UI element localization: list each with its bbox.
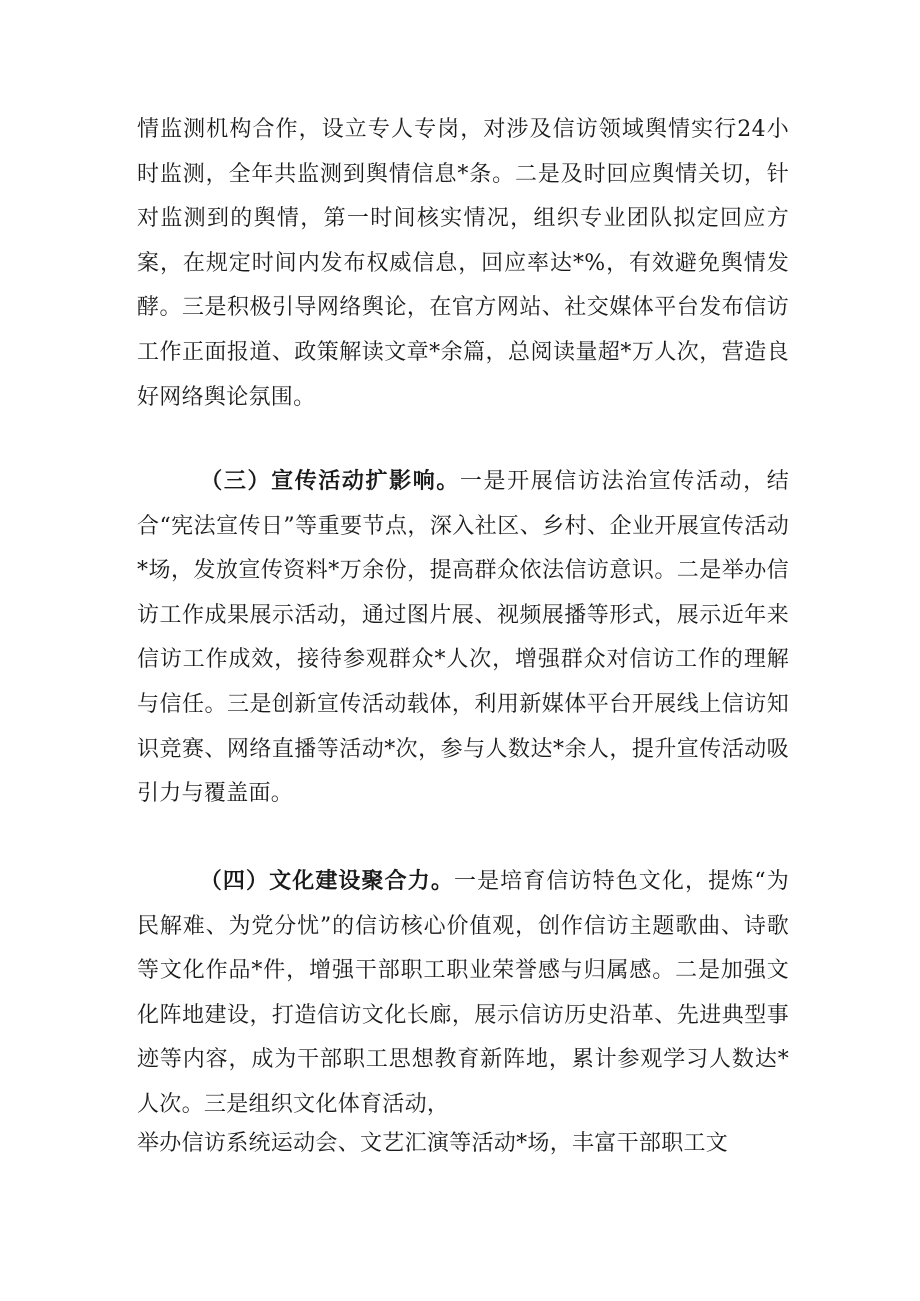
body-paragraph <box>137 108 789 420</box>
body-paragraph <box>137 460 789 817</box>
section-heading: （四）文化建设聚合力。 <box>199 869 454 894</box>
trailing-line: 举办信访系统运动会、文艺汇演等活动*场，丰富干部职工文 <box>137 1131 729 1156</box>
body-paragraph <box>137 860 789 1128</box>
paragraph-text: 一是培育信访特色文化，提炼“为民解难、为党分忧”的信访核心价值观，创作信访主题歌曲、诗歌等文化作品*件，增强干部职工职业荣誉感与归属感。二是加强文化阵地建设，打造信访文化长廊，展示信访历史沿革、先进典型事迹等内容，成为干部职工思想教育新阵地，累计参观学习人数达*人次。三是组织文化体育活动， <box>137 869 789 1117</box>
paragraph-text: 一是开展信访法治宣传活动，结合“宪法宣传日”等重要节点，深入社区、乡村、企业开展宣传活动*场，发放宣传资料*万余份，提高群众依法信访意识。二是举办信访工作成果展示活动，通过图片展、视频展播等形式，展示近年来信访工作成效，接待参观群众*人次，增强群众对信访工作的理解与信任。三是创新宣传活动载体，利用新媒体平台开展线上信访知识竞赛、网络直播等活动*次，参与人数达*余人，提升宣传活动吸引力与覆盖面。 <box>137 469 789 807</box>
section-heading: （三）宣传活动扩影响。 <box>199 469 460 494</box>
paragraph-text: 情监测机构合作，设立专人专岗，对涉及信访领域舆情实行24小时监测，全年共监测到舆情信息*条。二是及时回应舆情关切，针对监测到的舆情，第一时间核实情况，组织专业团队拟定回应方案，在规定时间内发布权威信息，回应率达*%，有效避免舆情发酵。三是积极引导网络舆论，在官方网站、社交媒体平台发布信访工作正面报道、政策解读文章*余篇，总阅读量超*万人次，营造良好网络舆论氛围。 <box>137 117 789 410</box>
